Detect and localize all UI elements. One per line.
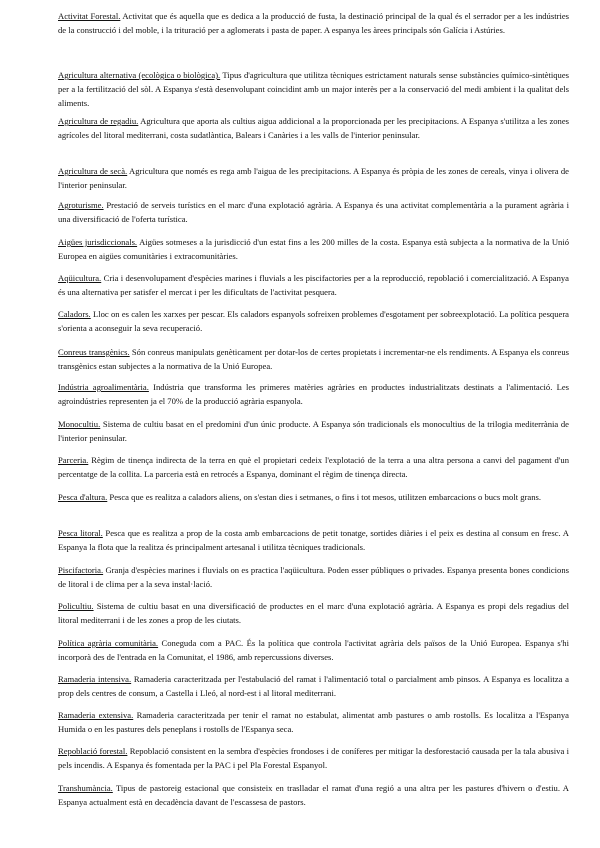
entry-agricultura-alternativa: [58, 68, 569, 111]
entry-definition: Cria i desenvolupament d'espècies marines i fluvials a les piscifactories per a la reproducció, repoblació i comercialització. A Espanya és una alternativa per satisfer el mercat i per les dificultats de l'activitat pesquera.: [58, 273, 569, 298]
entry-aigues-jurisdiccionals: [58, 235, 569, 263]
entry-term: Caladors.: [58, 309, 91, 319]
entry-term: Indústria agroalimentària.: [58, 382, 149, 392]
entry-pesca-altura: [58, 490, 569, 504]
entry-term: Repoblació forestal.: [58, 746, 128, 756]
entry-definition: Ramaderia caracteritzada per tenir el ramat no estabulat, alimentat amb pastures o amb rostolls. Es localitza a l'Espanya Humida o en les pastures dels peneplans i rostolls de l'Espanya seca.: [58, 710, 569, 735]
entry-definition: Règim de tinença indirecta de la terra en què el propietari cedeix l'explotació de la terra a una altra persona a canvi del pagament d'un percentatge de la collita. La parceria està en retrocés a Espanya, dominant el règim de tinença directa.: [58, 455, 569, 480]
entry-term: Parceria.: [58, 455, 89, 465]
entry-activitat-forestal: [58, 9, 569, 37]
entry-industria-agroalimentaria: [58, 380, 569, 408]
entry-parceria: [58, 453, 569, 481]
entry-policultiu: [58, 599, 569, 627]
entry-monocultiu: [58, 417, 569, 445]
entry-aquicultura: [58, 271, 569, 299]
entry-politica-agraria: [58, 636, 569, 664]
entry-term: Policultiu.: [58, 601, 94, 611]
entry-definition: Granja d'espècies marines i fluvials on es practica l'aqüicultura. Poden esser públiques o privades. Espanya presenta bones condicions de litoral i de clima per a la seva instal·lació.: [58, 565, 569, 590]
entry-term: Agricultura alternativa (ecològica o biològica).: [58, 70, 221, 80]
entry-definition: Coneguda com a PAC. És la política que controla l'activitat agrària dels països de la Unió Europea. Espanya s'hi incorporà des de l'entrada en la Comunitat, el 1986, amb repercussions diverses.: [58, 638, 569, 663]
entry-definition: Pesca que es realitza a caladors aliens, on s'estan dies i setmanes, o fins i tot mesos, utilitzen embarcacions o bucs molt grans.: [107, 492, 542, 502]
entry-definition: Prestació de serveis turístics en el marc d'una explotació agrària. A Espanya és una activitat complementària a la purament agrària i una diversificació de l'oferta turística.: [58, 200, 569, 225]
entry-term: Agroturisme.: [58, 200, 104, 210]
entry-agricultura-regadiu: [58, 114, 569, 142]
entry-term: Pesca litoral.: [58, 528, 103, 538]
entry-definition: Indústria que transforma les primeres matèries agràries en productes industrialitzats destinats a l'alimentació. Les agroindústries representen ja el 70% de la producció agrària espanyola.: [58, 382, 569, 407]
entry-term: Piscifactoria.: [58, 565, 104, 575]
entry-agroturisme: [58, 198, 569, 226]
entry-term: Agricultura de regadiu.: [58, 116, 139, 126]
entry-term: Política agrària comunitària.: [58, 638, 159, 648]
entry-definition: Activitat que és aquella que es dedica a la producció de fusta, la destinació principal de la qual és el serrador per a les indústries de la construcció i del moble, i la trituració per a aglomerats i pasta de paper. A espanya les àrees principals són Galícia i Astúries.: [58, 11, 569, 36]
entry-ramaderia-intensiva: [58, 672, 569, 700]
entry-term: Activitat Forestal.: [58, 11, 121, 21]
entry-definition: Repoblació consistent en la sembra d'espècies frondoses i de coníferes per mitigar la desforestació causada per la tala abusiva i pels incendis. A Espanya és fomentada per la PAC i pel Pla Forestal Espanyol.: [58, 746, 569, 771]
entry-definition: Aigües sotmeses a la jurisdicció d'un estat fins a les 200 milles de la costa. Espanya està subjecta a la normativa de la Unió Europea en aigües comunitàries i extracomunitàries.: [58, 237, 570, 262]
entry-definition: Tipus de pastoreig estacional que consisteix en traslladar el ramat d'una regió a una altra per les pastures d'hivern o d'estiu. A Espanya actualment està en decadència davant de l'escassesa de pastors.: [58, 783, 569, 808]
entry-definition: Pesca que es realitza a prop de la costa amb embarcacions de petit tonatge, sortides diàries i el peix es destina al consum en fresc. A Espanya la flota que la realitza és principalment artesanal i utilitza tècniques tradicionals.: [58, 528, 569, 553]
entry-term: Monocultiu.: [58, 419, 101, 429]
entry-conreus-transgenics: [58, 345, 569, 373]
entry-definition: Sistema de cultiu basat en una diversificació de productes en el marc d'una explotació agrària. A Espanya es propi dels regadius del litoral mediterrani i de les zones a prop de les ciutats.: [58, 601, 569, 626]
entry-ramaderia-extensiva: [58, 708, 569, 736]
entry-term: Ramaderia extensiva.: [58, 710, 134, 720]
entry-transhumancia: [58, 781, 569, 809]
entry-piscifactoria: [58, 563, 569, 591]
entry-definition: Són conreus manipulats genèticament per dotar-los de certes propietats i incrementar-ne els rendiments. A Espanya els conreus transgènics estan subjectes a la normativa de la Unió Europea.: [58, 347, 569, 372]
entry-definition: Tipus d'agricultura que utilitza tècniques estrictament naturals sense substàncies químico-sintètiques per a la fertilització del sòl. A Espanya s'està desenvolupant coincidint amb un major interès per a la conservació del medi ambient i la qualitat dels aliments.: [58, 70, 569, 109]
entry-caladors: [58, 307, 569, 335]
entry-repoblacio-forestal: [58, 744, 569, 772]
entry-term: Pesca d'altura.: [58, 492, 108, 502]
entry-term: Ramaderia intensiva.: [58, 674, 132, 684]
entry-definition: Agricultura que només es rega amb l'aigua de les precipitacions. A Espanya és pròpia de les zones de cereals, vinya i olivera de l'interior peninsular.: [58, 166, 569, 191]
entry-term: Transhumància.: [58, 783, 113, 793]
entry-term: Aigües jurisdiccionals.: [58, 237, 138, 247]
entry-term: Conreus transgènics.: [58, 347, 130, 357]
entry-agricultura-seca: [58, 164, 569, 192]
entry-definition: Agricultura que aporta als cultius aigua addicional a la proporcionada per les precipitacions. A Espanya s'utilitza a les zones agrícoles del litoral mediterrani, costa sudatlàntica, Balears i Canàries i a les valls de l'interior peninsular.: [58, 116, 570, 141]
entry-definition: Ramaderia caracteritzada per l'estabulació del ramat i l'alimentació total o parcialment amb pinsos. A Espanya es localitza a prop dels centres de consum, a Castella i Lleó, al nord-est i al litoral mediterrani.: [58, 674, 569, 699]
entry-definition: Sistema de cultiu basat en el predomini d'un únic producte. A Espanya són tradicionals els monocultius de la trilogia mediterrània de l'interior peninsular.: [58, 419, 569, 444]
entry-pesca-litoral: [58, 526, 569, 554]
entry-term: Agricultura de secà.: [58, 166, 128, 176]
entry-term: Aqüicultura.: [58, 273, 102, 283]
entry-definition: Lloc on es calen les xarxes per pescar. Els caladors espanyols sofreixen problemes d'esgotament per sobreexplotació. La política pesquera s'orienta a aconseguir la seva recuperació.: [58, 309, 569, 334]
